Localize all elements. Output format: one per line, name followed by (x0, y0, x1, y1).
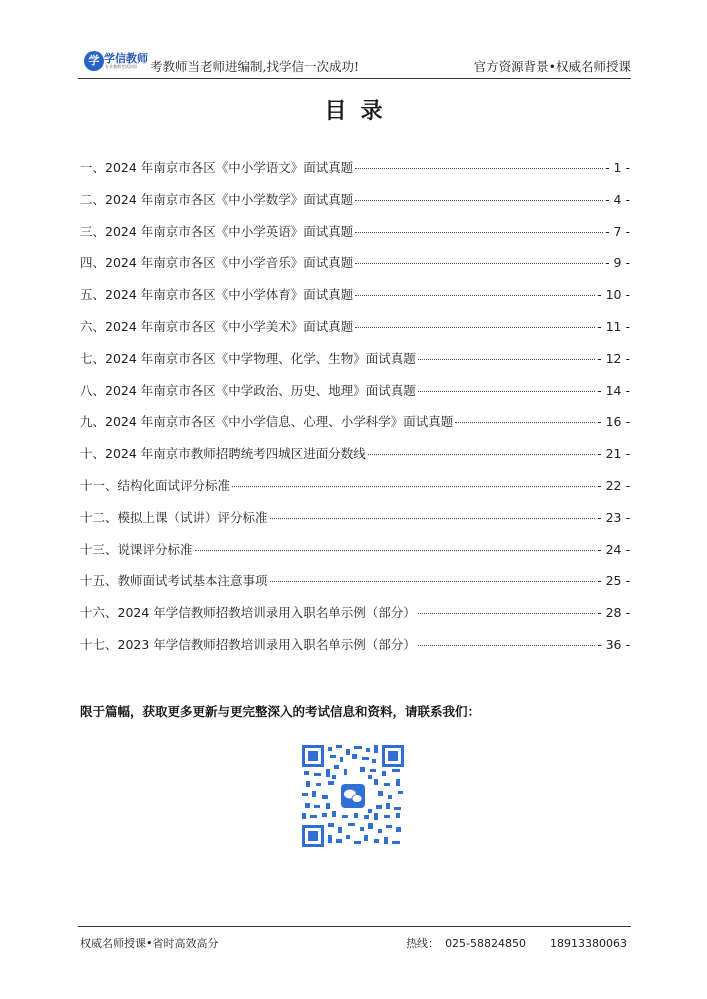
toc-leader-dots (270, 518, 596, 519)
toc-entry[interactable] (80, 444, 630, 476)
toc-entry-page: - 7 - (605, 223, 630, 239)
toc-leader-dots (232, 486, 595, 487)
toc-entry[interactable] (80, 540, 630, 572)
toc-entry-page: - 28 - (597, 605, 630, 621)
toc-entry-label: 八、2024 年南京市各区《中学政治、历史、地理》面试真题 (80, 382, 416, 398)
toc-entry[interactable] (80, 571, 630, 603)
toc-entry-page: - 1 - (605, 160, 630, 175)
toc-leader-dots (355, 232, 603, 233)
footer-slogan: 权威名师授课•省时高效高分 (80, 937, 219, 950)
header-slogan-left: 考教师当老师进编制,找学信一次成功! (150, 59, 359, 74)
toc-entry-label: 四、2024 年南京市各区《中小学音乐》面试真题 (80, 255, 354, 271)
toc-entry-label: 二、2024 年南京市各区《中小学数学》面试真题 (80, 191, 354, 207)
toc-leader-dots (355, 168, 603, 169)
toc-entry-page: - 23 - (597, 509, 630, 525)
toc-entry[interactable] (80, 412, 630, 444)
header-slogan-right: 官方资源背景•权威名师授课 (473, 59, 631, 74)
toc-entry-page: - 11 - (597, 318, 630, 334)
toc-leader-dots (418, 613, 595, 614)
toc-entry-label: 十六、2024 年学信教师招教培训录用入职名单示例（部分） (80, 605, 416, 621)
toc-entry[interactable] (80, 317, 630, 349)
page-title: 目录 (324, 99, 397, 124)
toc-entry-label: 五、2024 年南京市各区《中小学体育》面试真题 (80, 287, 354, 303)
toc-entry[interactable] (80, 222, 630, 254)
toc-leader-dots (355, 327, 595, 328)
logo-mark: 学 (84, 51, 104, 71)
toc-leader-dots (368, 454, 595, 455)
toc-entry-page: - 21 - (597, 446, 630, 462)
toc-leader-dots (418, 391, 595, 392)
toc-leader-dots (418, 359, 595, 360)
page-header (78, 44, 631, 79)
hotline-label: 热线： (406, 937, 440, 950)
page-footer (78, 926, 631, 957)
toc-entry[interactable] (80, 603, 630, 635)
toc-entry-page: - 25 - (597, 573, 630, 589)
toc-entry-label: 九、2024 年南京市各区《中小学信息、心理、小学科学》面试真题 (80, 414, 454, 430)
toc-entry-label: 七、2024 年南京市各区《中学物理、化学、生物》面试真题 (80, 350, 416, 366)
toc-entry-label: 六、2024 年南京市各区《中小学美术》面试真题 (80, 318, 354, 334)
logo (84, 50, 148, 74)
toc-leader-dots (355, 263, 603, 264)
toc-leader-dots (355, 200, 603, 201)
toc-entry[interactable] (80, 635, 630, 667)
toc-entry[interactable] (80, 158, 630, 190)
toc-entry[interactable] (80, 253, 630, 285)
toc-leader-dots (455, 422, 595, 423)
toc-entry[interactable] (80, 285, 630, 317)
wechat-icon (339, 782, 367, 810)
toc-entry[interactable] (80, 190, 630, 222)
toc-entry-page: - 22 - (597, 477, 630, 493)
toc-entry[interactable] (80, 349, 630, 381)
toc-entry[interactable] (80, 476, 630, 508)
table-of-contents (80, 158, 630, 667)
toc-entry-page: - 4 - (605, 191, 630, 207)
toc-leader-dots (355, 295, 595, 296)
logo-text: 学信教师 (104, 52, 148, 65)
toc-entry-page: - 16 - (597, 414, 630, 430)
toc-entry-page: - 24 - (597, 541, 630, 557)
qr-code[interactable] (302, 745, 404, 847)
toc-entry-label: 十三、说课评分标准 (80, 541, 193, 557)
toc-entry-label: 十五、教师面试考试基本注意事项 (80, 573, 268, 589)
toc-leader-dots (270, 581, 596, 582)
toc-entry-label: 十一、结构化面试评分标准 (80, 477, 231, 493)
toc-entry-label: 十七、2023 年学信教师招教培训录用入职名单示例（部分） (80, 636, 416, 652)
logo-subtext: 专业教师考试培训 (105, 64, 137, 69)
toc-entry-page: - 10 - (597, 287, 630, 303)
toc-entry-page: - 14 - (597, 382, 630, 398)
toc-entry-page: - 9 - (605, 255, 630, 271)
toc-entry-page: - 12 - (597, 350, 630, 366)
toc-entry-label: 十二、模拟上课（试讲）评分标准 (80, 509, 268, 525)
toc-entry[interactable] (80, 508, 630, 540)
footer-contact (400, 935, 627, 951)
hotline-number: 025-58824850 (445, 937, 527, 950)
toc-entry-page: - 36 - (597, 636, 630, 652)
toc-leader-dots (195, 550, 596, 551)
toc-entry[interactable] (80, 381, 630, 413)
toc-entry-label: 十、2024 年南京市教师招聘统考四城区进面分数线 (80, 446, 366, 462)
toc-entry-label: 一、2024 年南京市各区《中小学语文》面试真题 (80, 160, 354, 175)
contact-notice: 限于篇幅，获取更多更新与更完整深入的考试信息和资料，请联系我们： (80, 704, 481, 719)
toc-leader-dots (418, 645, 595, 646)
toc-entry-label: 三、2024 年南京市各区《中小学英语》面试真题 (80, 223, 354, 239)
mobile-number: 18913380063 (550, 937, 627, 950)
